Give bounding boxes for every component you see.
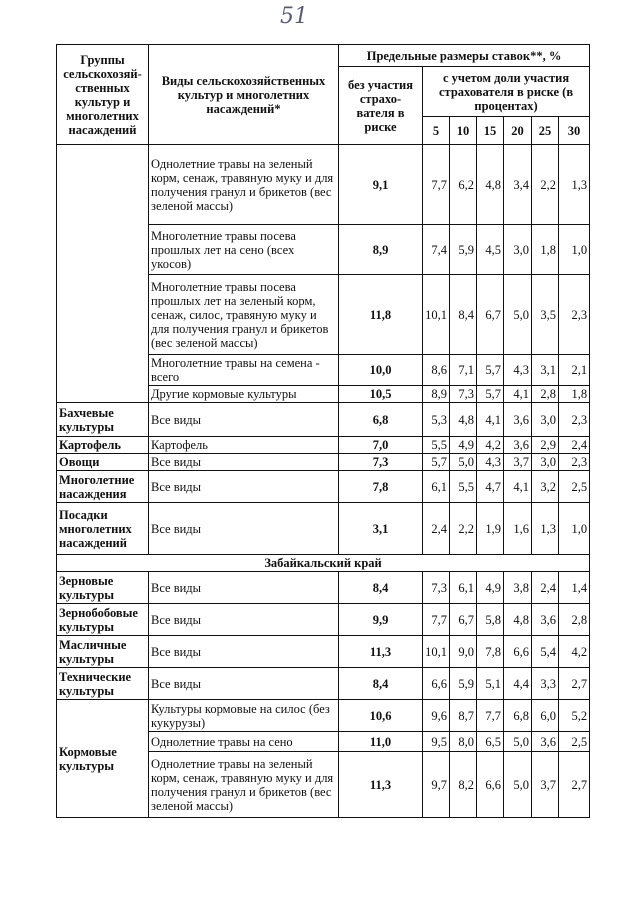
rate-cell: 4,1 — [504, 471, 532, 503]
rate-cell: 3,0 — [532, 454, 559, 471]
rate-cell: 4,8 — [477, 145, 504, 225]
rate-cell: 3,7 — [504, 454, 532, 471]
rate-cell: 4,1 — [477, 403, 504, 437]
rate-cell: 7,1 — [450, 355, 477, 386]
rate-cell: 3,5 — [532, 275, 559, 355]
table-row — [57, 636, 590, 668]
rate-cell: 6,5 — [477, 732, 504, 752]
rate-cell: 1,8 — [532, 225, 559, 275]
rate-cell: 5,0 — [504, 275, 532, 355]
rate-cell: 1,0 — [559, 225, 590, 275]
rate-cell: 2,4 — [559, 437, 590, 454]
table-row — [57, 572, 590, 604]
rate-cell: 5,8 — [477, 604, 504, 636]
kind-cell: Однолетние травы на зеленый корм, сенаж, травяную муку и для получения гранул и брикетов (вес зеленой массы) — [149, 752, 339, 818]
rate-cell: 4,8 — [450, 403, 477, 437]
rate-cell: 2,2 — [450, 503, 477, 555]
rate-cell: 3,6 — [532, 732, 559, 752]
table-row — [57, 403, 590, 437]
rate-cell: 4,9 — [450, 437, 477, 454]
rate-cell: 3,3 — [532, 668, 559, 700]
rate-cell: 8,9 — [423, 386, 450, 403]
rate-cell: 6,7 — [450, 604, 477, 636]
rate-cell: 6,0 — [532, 700, 559, 732]
table-row — [57, 437, 590, 454]
rate-cell: 4,2 — [477, 437, 504, 454]
rate-cell: 2,4 — [423, 503, 450, 555]
rate-cell: 2,7 — [559, 668, 590, 700]
header-base: без участия страхо-вателя в риске — [339, 67, 423, 145]
group-cell: Бахчевые культуры — [57, 403, 149, 437]
rate-cell: 7,7 — [423, 604, 450, 636]
rate-cell: 2,4 — [532, 572, 559, 604]
kind-cell: Однолетние травы на зеленый корм, сенаж, травяную муку и для получения гранул и брикетов (вес зеленой массы) — [149, 145, 339, 225]
base-rate-cell: 7,8 — [339, 471, 423, 503]
header-share-20: 20 — [504, 117, 532, 145]
group-cell: Кормовые культуры — [57, 700, 149, 818]
rate-cell: 1,0 — [559, 503, 590, 555]
kind-cell: Культуры кормовые на силос (без кукурузы) — [149, 700, 339, 732]
rate-cell: 3,0 — [504, 225, 532, 275]
base-rate-cell: 7,0 — [339, 437, 423, 454]
rate-cell: 5,5 — [423, 437, 450, 454]
rate-cell: 5,0 — [504, 752, 532, 818]
insurance-rates-table — [56, 44, 590, 818]
rate-cell: 4,7 — [477, 471, 504, 503]
header-share: с учетом доли участия страхователя в риске (в процентах) — [423, 67, 590, 117]
rate-cell: 2,5 — [559, 732, 590, 752]
kind-cell: Все виды — [149, 503, 339, 555]
rate-cell: 5,0 — [450, 454, 477, 471]
kind-cell: Все виды — [149, 454, 339, 471]
kind-cell: Все виды — [149, 668, 339, 700]
rate-cell: 2,7 — [559, 752, 590, 818]
rate-cell: 4,8 — [504, 604, 532, 636]
group-cell: Технические культуры — [57, 668, 149, 700]
rate-cell: 7,3 — [423, 572, 450, 604]
rate-cell: 4,5 — [477, 225, 504, 275]
base-rate-cell: 11,0 — [339, 732, 423, 752]
rate-cell: 3,7 — [532, 752, 559, 818]
rate-cell: 5,9 — [450, 225, 477, 275]
rate-cell: 3,0 — [532, 403, 559, 437]
header-share-25: 25 — [532, 117, 559, 145]
rate-cell: 3,8 — [504, 572, 532, 604]
base-rate-cell: 6,8 — [339, 403, 423, 437]
page-number: 51 — [280, 4, 308, 29]
rate-cell: 1,8 — [559, 386, 590, 403]
header-share-15: 15 — [477, 117, 504, 145]
kind-cell: Многолетние травы посева прошлых лет на зеленый корм, сенаж, силос, травяную муку и для получения гранул и брикетов (вес зеленой массы) — [149, 275, 339, 355]
region-title: Забайкальский край — [57, 555, 590, 572]
rate-cell: 6,7 — [477, 275, 504, 355]
base-rate-cell: 10,0 — [339, 355, 423, 386]
rate-cell: 5,9 — [450, 668, 477, 700]
header-share-10: 10 — [450, 117, 477, 145]
rate-cell: 2,8 — [532, 386, 559, 403]
rate-cell: 2,2 — [532, 145, 559, 225]
kind-cell: Картофель — [149, 437, 339, 454]
base-rate-cell: 7,3 — [339, 454, 423, 471]
base-rate-cell: 10,5 — [339, 386, 423, 403]
rate-cell: 6,1 — [450, 572, 477, 604]
group-cell: Картофель — [57, 437, 149, 454]
rate-cell: 10,1 — [423, 275, 450, 355]
rate-cell: 6,6 — [423, 668, 450, 700]
table-row — [57, 471, 590, 503]
table-row — [57, 454, 590, 471]
header-share-30: 30 — [559, 117, 590, 145]
kind-cell: Все виды — [149, 572, 339, 604]
rate-cell: 10,1 — [423, 636, 450, 668]
kind-cell: Многолетние травы посева прошлых лет на сено (всех укосов) — [149, 225, 339, 275]
rate-cell: 5,2 — [559, 700, 590, 732]
rate-cell: 4,3 — [477, 454, 504, 471]
rate-cell: 1,3 — [532, 503, 559, 555]
rate-cell: 7,8 — [477, 636, 504, 668]
rate-cell: 4,2 — [559, 636, 590, 668]
rate-cell: 4,1 — [504, 386, 532, 403]
header-kind: Виды сельскохозяйственных культур и многолетних насаждений* — [149, 45, 339, 145]
rate-cell: 2,5 — [559, 471, 590, 503]
rate-cell: 6,8 — [504, 700, 532, 732]
rate-cell: 2,9 — [532, 437, 559, 454]
rate-cell: 5,4 — [532, 636, 559, 668]
rate-cell: 7,4 — [423, 225, 450, 275]
base-rate-cell: 3,1 — [339, 503, 423, 555]
base-rate-cell: 8,4 — [339, 668, 423, 700]
kind-cell: Все виды — [149, 604, 339, 636]
base-rate-cell: 8,4 — [339, 572, 423, 604]
kind-cell: Все виды — [149, 403, 339, 437]
rate-cell: 6,2 — [450, 145, 477, 225]
rate-cell: 5,5 — [450, 471, 477, 503]
group-cell: Зерновые культуры — [57, 572, 149, 604]
group-cell: Зернобобовые культуры — [57, 604, 149, 636]
rate-cell: 3,4 — [504, 145, 532, 225]
rate-cell: 5,7 — [477, 386, 504, 403]
rate-cell: 8,6 — [423, 355, 450, 386]
table-row — [57, 503, 590, 555]
rate-cell: 9,7 — [423, 752, 450, 818]
group-cell: Овощи — [57, 454, 149, 471]
base-rate-cell: 9,1 — [339, 145, 423, 225]
rate-cell: 4,9 — [477, 572, 504, 604]
base-rate-cell: 11,3 — [339, 636, 423, 668]
rate-cell: 5,1 — [477, 668, 504, 700]
header-share-5: 5 — [423, 117, 450, 145]
kind-cell: Многолетние травы на семена - всего — [149, 355, 339, 386]
rate-cell: 3,1 — [532, 355, 559, 386]
group-cell: Масличные культуры — [57, 636, 149, 668]
rate-cell: 9,6 — [423, 700, 450, 732]
rate-cell: 4,4 — [504, 668, 532, 700]
rate-cell: 8,0 — [450, 732, 477, 752]
rate-cell: 1,6 — [504, 503, 532, 555]
rate-cell: 1,3 — [559, 145, 590, 225]
table-row — [57, 604, 590, 636]
rate-cell: 8,7 — [450, 700, 477, 732]
rate-cell: 3,6 — [504, 403, 532, 437]
header-group: Группы сельскохозяй-ственных культур и многолетних насаждений — [57, 45, 149, 145]
rate-cell: 2,8 — [559, 604, 590, 636]
table-row — [57, 145, 590, 225]
table-body — [57, 145, 590, 818]
kind-cell: Однолетние травы на сено — [149, 732, 339, 752]
rate-cell: 1,9 — [477, 503, 504, 555]
rate-cell: 7,7 — [423, 145, 450, 225]
rate-cell: 3,6 — [504, 437, 532, 454]
rate-cell: 4,3 — [504, 355, 532, 386]
rate-cell: 2,3 — [559, 403, 590, 437]
kind-cell: Другие кормовые культуры — [149, 386, 339, 403]
rate-cell: 2,3 — [559, 454, 590, 471]
rate-cell: 9,5 — [423, 732, 450, 752]
rate-cell: 6,6 — [477, 752, 504, 818]
rate-cell: 5,0 — [504, 732, 532, 752]
rate-cell: 1,4 — [559, 572, 590, 604]
base-rate-cell: 11,8 — [339, 275, 423, 355]
rate-cell: 2,3 — [559, 275, 590, 355]
rate-cell: 8,4 — [450, 275, 477, 355]
rate-cell: 6,1 — [423, 471, 450, 503]
table-row — [57, 700, 590, 732]
rate-cell: 7,7 — [477, 700, 504, 732]
rate-cell: 5,7 — [423, 454, 450, 471]
rate-cell: 5,7 — [477, 355, 504, 386]
rate-cell: 5,3 — [423, 403, 450, 437]
base-rate-cell: 10,6 — [339, 700, 423, 732]
rate-cell: 9,0 — [450, 636, 477, 668]
rate-cell: 8,2 — [450, 752, 477, 818]
group-cell — [57, 145, 149, 403]
rate-cell: 7,3 — [450, 386, 477, 403]
table-row — [57, 668, 590, 700]
rate-cell: 2,1 — [559, 355, 590, 386]
group-cell: Многолетние насаждения — [57, 471, 149, 503]
base-rate-cell: 11,3 — [339, 752, 423, 818]
header-limits: Предельные размеры ставок**, % — [339, 45, 590, 67]
rate-cell: 3,2 — [532, 471, 559, 503]
base-rate-cell: 8,9 — [339, 225, 423, 275]
group-cell: Посадки многолетних насаждений — [57, 503, 149, 555]
rate-cell: 3,6 — [532, 604, 559, 636]
rate-cell: 6,6 — [504, 636, 532, 668]
region-row — [57, 555, 590, 572]
kind-cell: Все виды — [149, 471, 339, 503]
base-rate-cell: 9,9 — [339, 604, 423, 636]
kind-cell: Все виды — [149, 636, 339, 668]
